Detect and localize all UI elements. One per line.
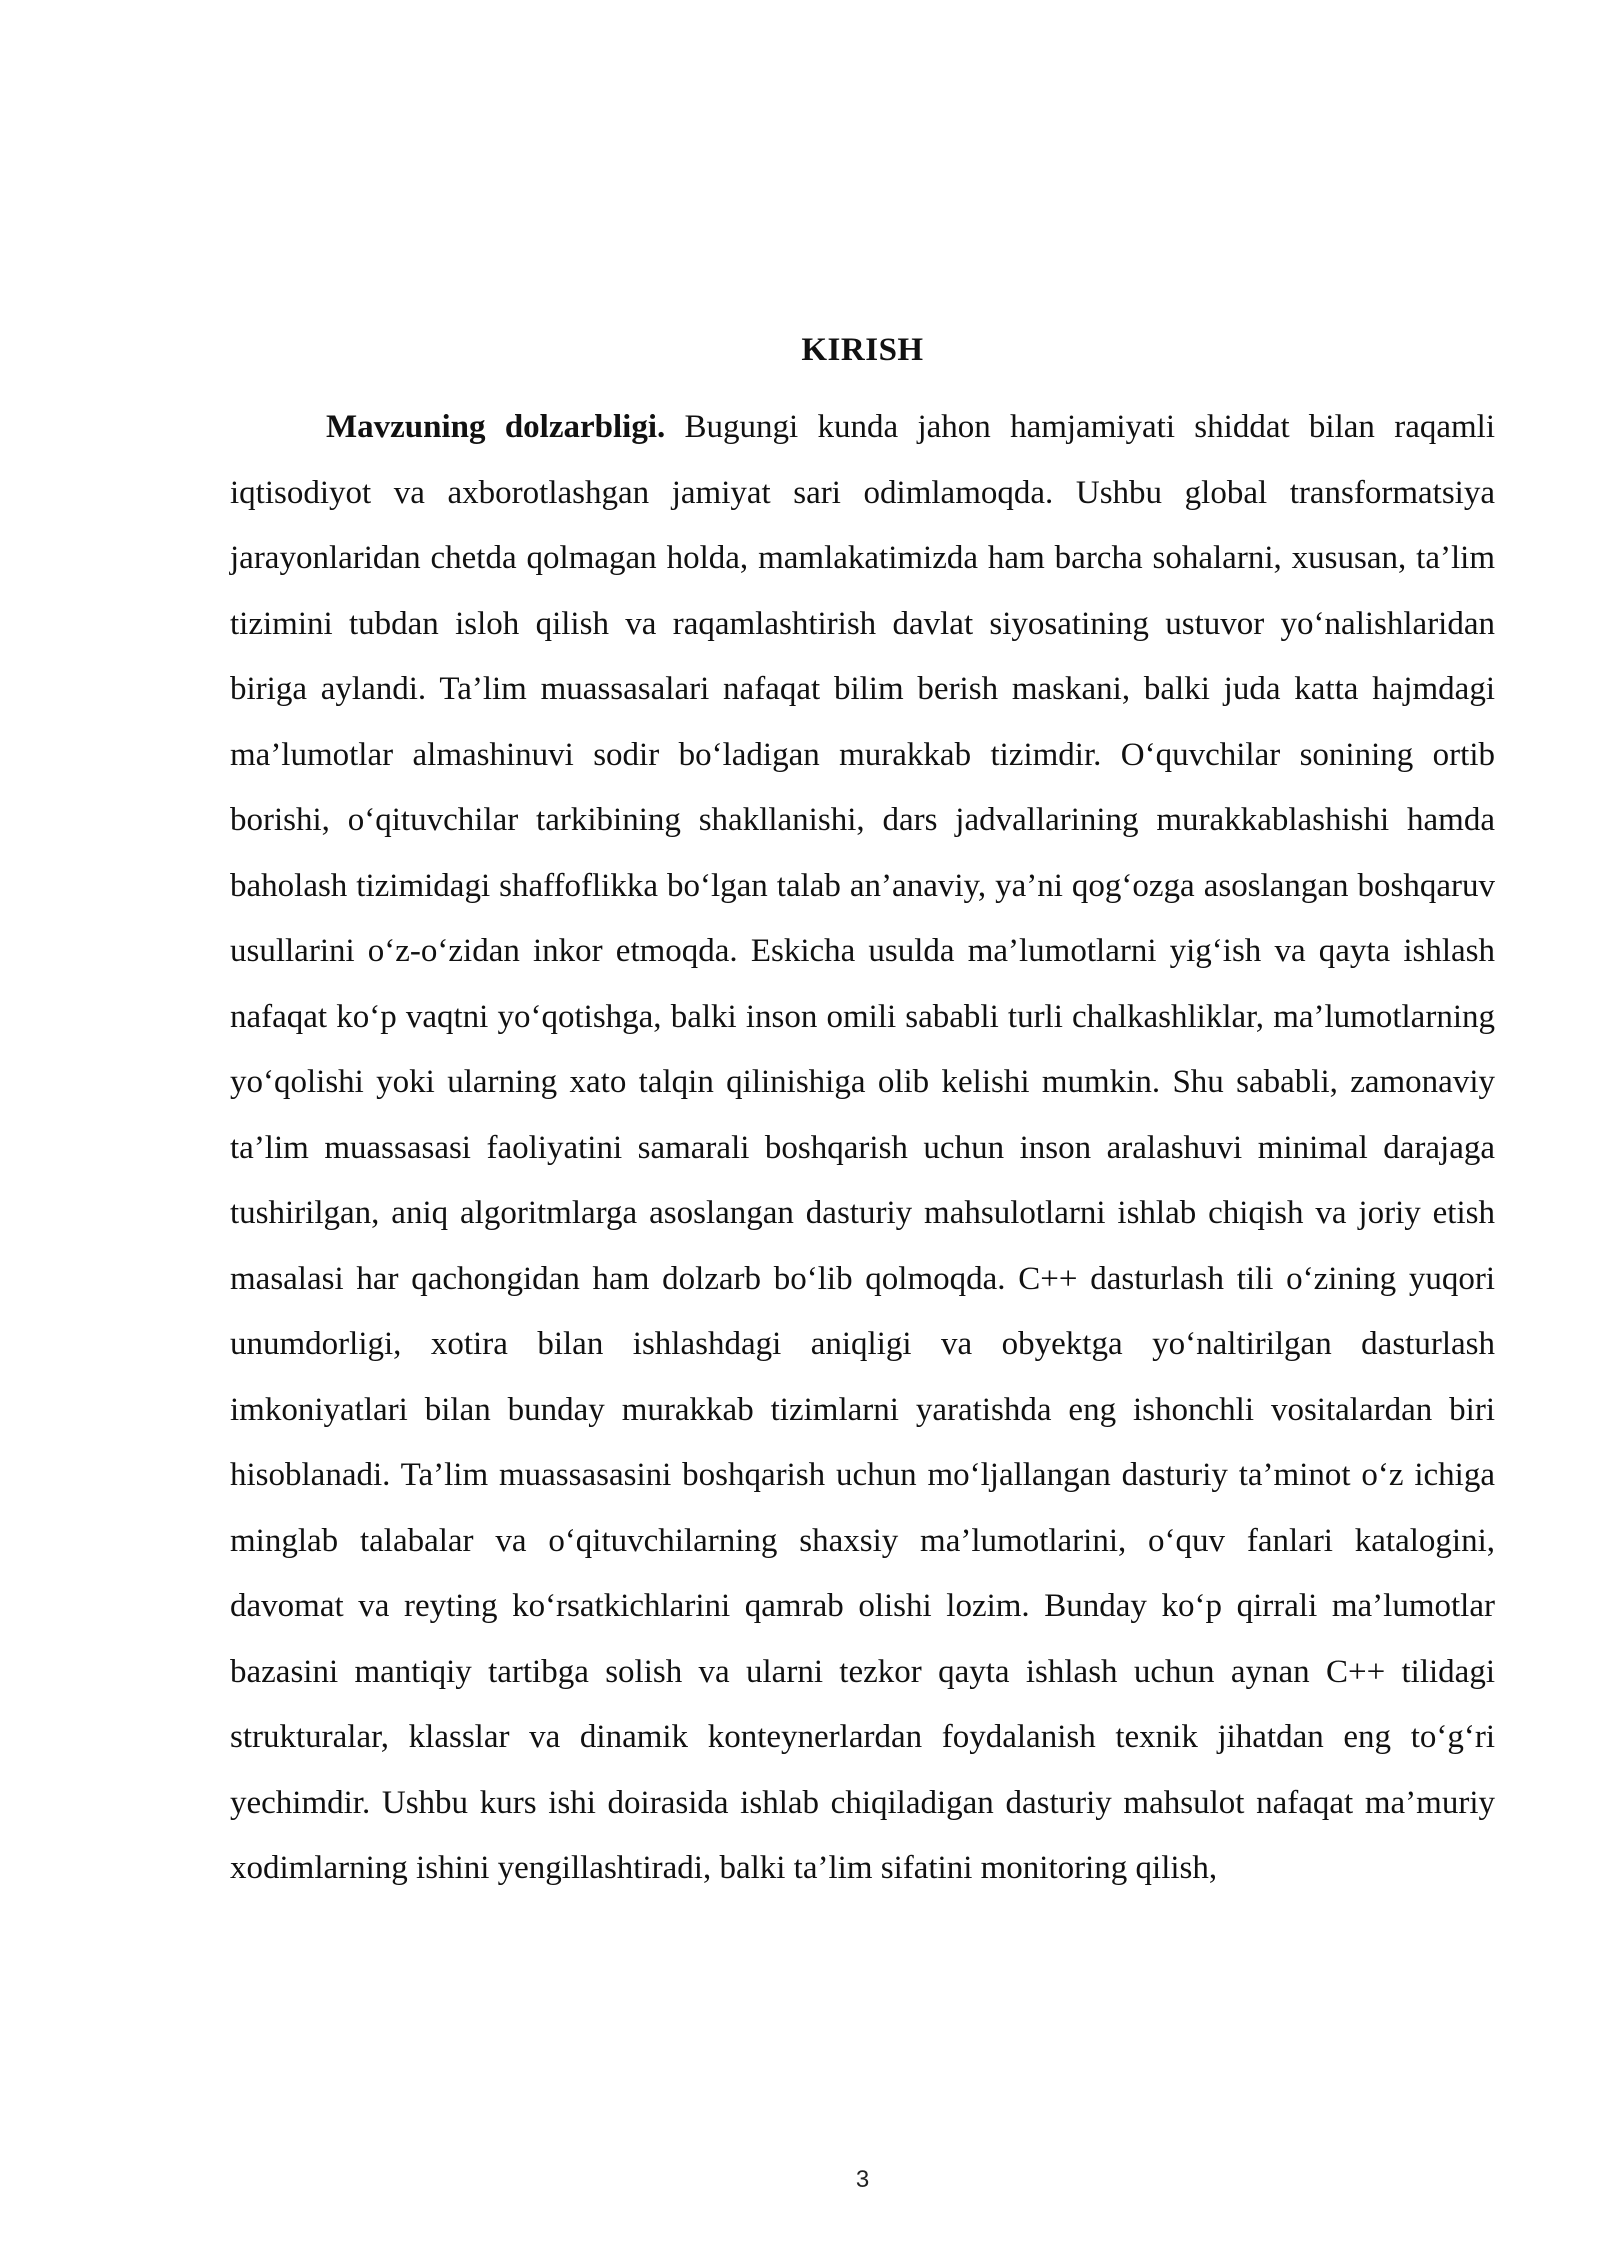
page-number: 3	[855, 2166, 870, 2193]
paragraph-text: Bugungi kunda jahon hamjamiyati shiddat bilan raqamli iqtisodiyot va axborotlashgan jamiyat sari odimlamoqda. Ushbu global transformatsiya jarayonlaridan chetda qolmagan holda, mamlakatimizda ham barcha sohalarni, xususan, ta’lim tizimini tubdan isloh qilish va raqamlashtirish davlat siyosatining ustuvor yo‘nalishlaridan biriga aylandi. Ta’lim muassasalari nafaqat bilim berish maskani, balki juda katta hajmdagi ma’lumotlar almashinuvi sodir bo‘ladigan murakkab tizimdir. O‘quvchilar sonining ortib borishi, o‘qituvchilar tarkibining shakllanishi, dars jadvallarining murakkablashishi hamda baholash tizimidagi shaffoflikka bo‘lgan talab an’anaviy, ya’ni qog‘ozga asoslangan boshqaruv usullarini o‘z-o‘zidan inkor etmoqda. Eskicha usulda ma’lumotlarni yig‘ish va qayta ishlash nafaqat ko‘p vaqtni yo‘qotishga, balki inson omili sababli turli chalkashliklar, ma’lumotlarning yo‘qolishi yoki ularning xato talqin qilinishiga olib kelishi mumkin. Shu sababli, zamonaviy ta’lim muassasasi faoliyatini samarali boshqarish uchun inson aralashuvi minimal darajaga tushirilgan, aniq algoritmlarga asoslangan dasturiy mahsulotlarni ishlab chiqish va joriy etish masalasi har qachongidan ham dolzarb bo‘lib qolmoqda. C++ dasturlash tili o‘zining yuqori unumdorligi, xotira bilan ishlashdagi aniqligi va obyektga yo‘naltirilgan dasturlash imkoniyatlari bilan bunday murakkab tizimlarni yaratishda eng ishonchli vositalardan biri hisoblanadi. Ta’lim muassasasini boshqarish uchun mo‘ljallangan dasturiy ta’minot o‘z ichiga minglab talabalar va o‘qituvchilarning shaxsiy ma’lumotlarini, o‘quv fanlari katalogini, davomat va reyting ko‘rsatkichlarini qamrab olishi lozim. Bunday ko‘p qirrali ma’lumotlar bazasini mantiqiy tartibga solish va ularni tezkor qayta ishlash uchun aynan C++ tilidagi strukturalar, klasslar va dinamik konteynerlardan foydalanish texnik jihatdan eng to‘g‘ri yechimdir. Ushbu kurs ishi doirasida ishlab chiqiladigan dasturiy mahsulot nafaqat ma’muriy xodimlarning ishini yengillashtiradi, balki ta’lim sifatini monitoring qilish,	[230, 409, 1495, 1886]
paragraph-lead: Mavzuning dolzarbligi.	[326, 409, 666, 445]
section-heading: KIRISH	[801, 332, 924, 368]
body-paragraph	[230, 395, 1495, 1902]
